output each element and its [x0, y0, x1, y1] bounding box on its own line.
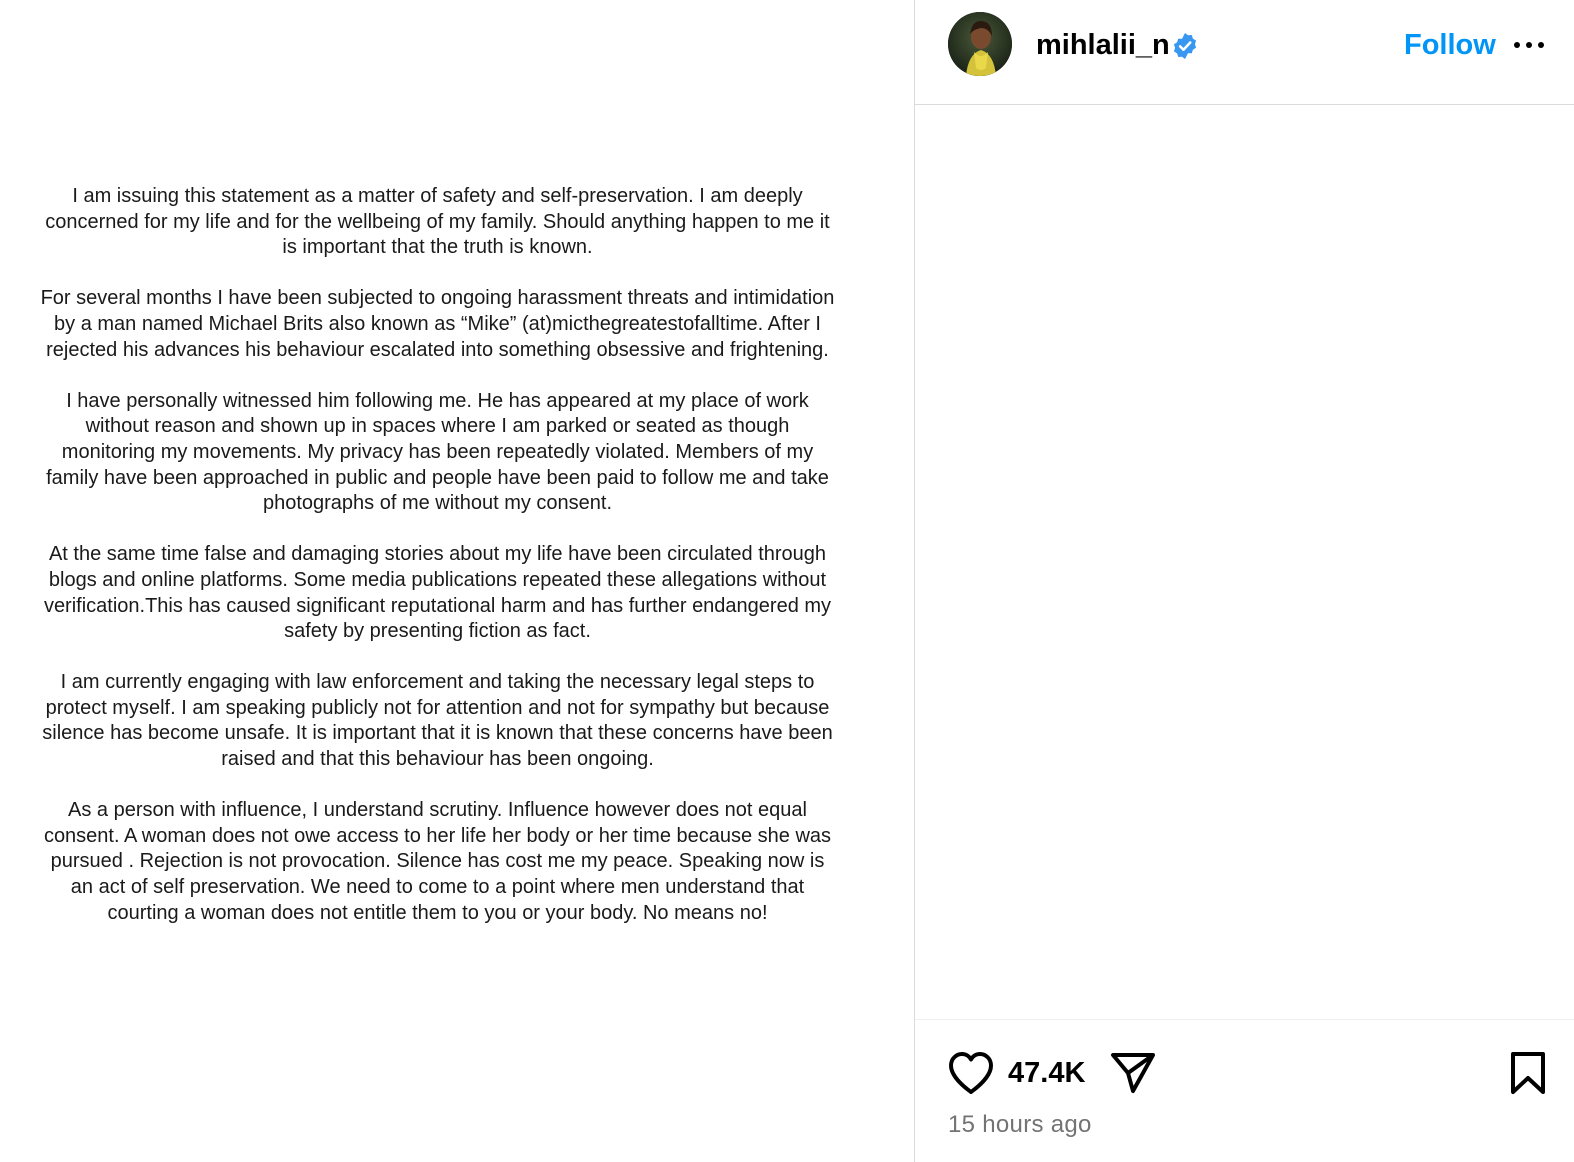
share-icon[interactable] [1110, 1050, 1156, 1096]
post-actions [915, 1020, 1574, 1162]
more-options-icon[interactable] [1511, 30, 1547, 60]
like-count[interactable]: 47.4K [1008, 1057, 1086, 1089]
bookmark-icon[interactable] [1509, 1050, 1547, 1096]
statement-paragraph: For several months I have been subjected to ongoing harassment threats and intimidation by a man named Michael Brits also known as “Mike” (at)micthegreatestofalltime. After I rejected his advances his behaviour escalated into something obsessive and frightening. [40, 287, 835, 361]
heart-icon[interactable] [947, 1050, 995, 1096]
follow-button[interactable]: Follow [1404, 29, 1496, 61]
post-header [915, 0, 1574, 105]
statement-paragraph: I am currently engaging with law enforcement and taking the necessary legal steps to protect myself. I am speaking publicly not for attention and not for sympathy but because silence has become unsafe. It is important that it is known that these concerns have been raised and that this behaviour has been ongoing. [42, 671, 833, 771]
avatar[interactable] [948, 12, 1012, 76]
avatar-image [948, 12, 1012, 76]
verified-badge-icon [1171, 32, 1199, 60]
statement-paragraph: I am issuing this statement as a matter of safety and self-preservation. I am deeply concerned for my life and for the wellbeing of my family. Should anything happen to me it is important that the truth is known. [45, 185, 830, 259]
post-timestamp[interactable]: 15 hours ago [948, 1111, 1092, 1138]
post-side-panel [914, 0, 1574, 1162]
statement-paragraph: As a person with influence, I understand scrutiny. Influence however does not equal consent. A woman does not owe access to her life her body or her time because she was pursued . Rejection is not provocation. Silence has cost me my peace. Speaking now is an act of self preservation. We need to come to a point where men understand that courting a woman does not entitle them to you or your body. No means no! [43, 799, 832, 924]
comments-section [915, 105, 1574, 1020]
statement-paragraph: At the same time false and damaging stories about my life have been circulated through blogs and online platforms. Some media publications repeated these allegations without verification.This has caused significant reputational harm and has further endangered my safety by presenting fiction as fact. [43, 543, 832, 643]
username[interactable]: mihlalii_n [1036, 29, 1170, 61]
statement-text [40, 184, 835, 952]
statement-paragraph: I have personally witnessed him following me. He has appeared at my place of work without reason and shown up in spaces where I am parked or seated as though monitoring my movements. My privacy has been repeatedly violated. Members of my family have been approached in public and people have been paid to follow me and take photographs of me without my consent. [46, 389, 829, 515]
